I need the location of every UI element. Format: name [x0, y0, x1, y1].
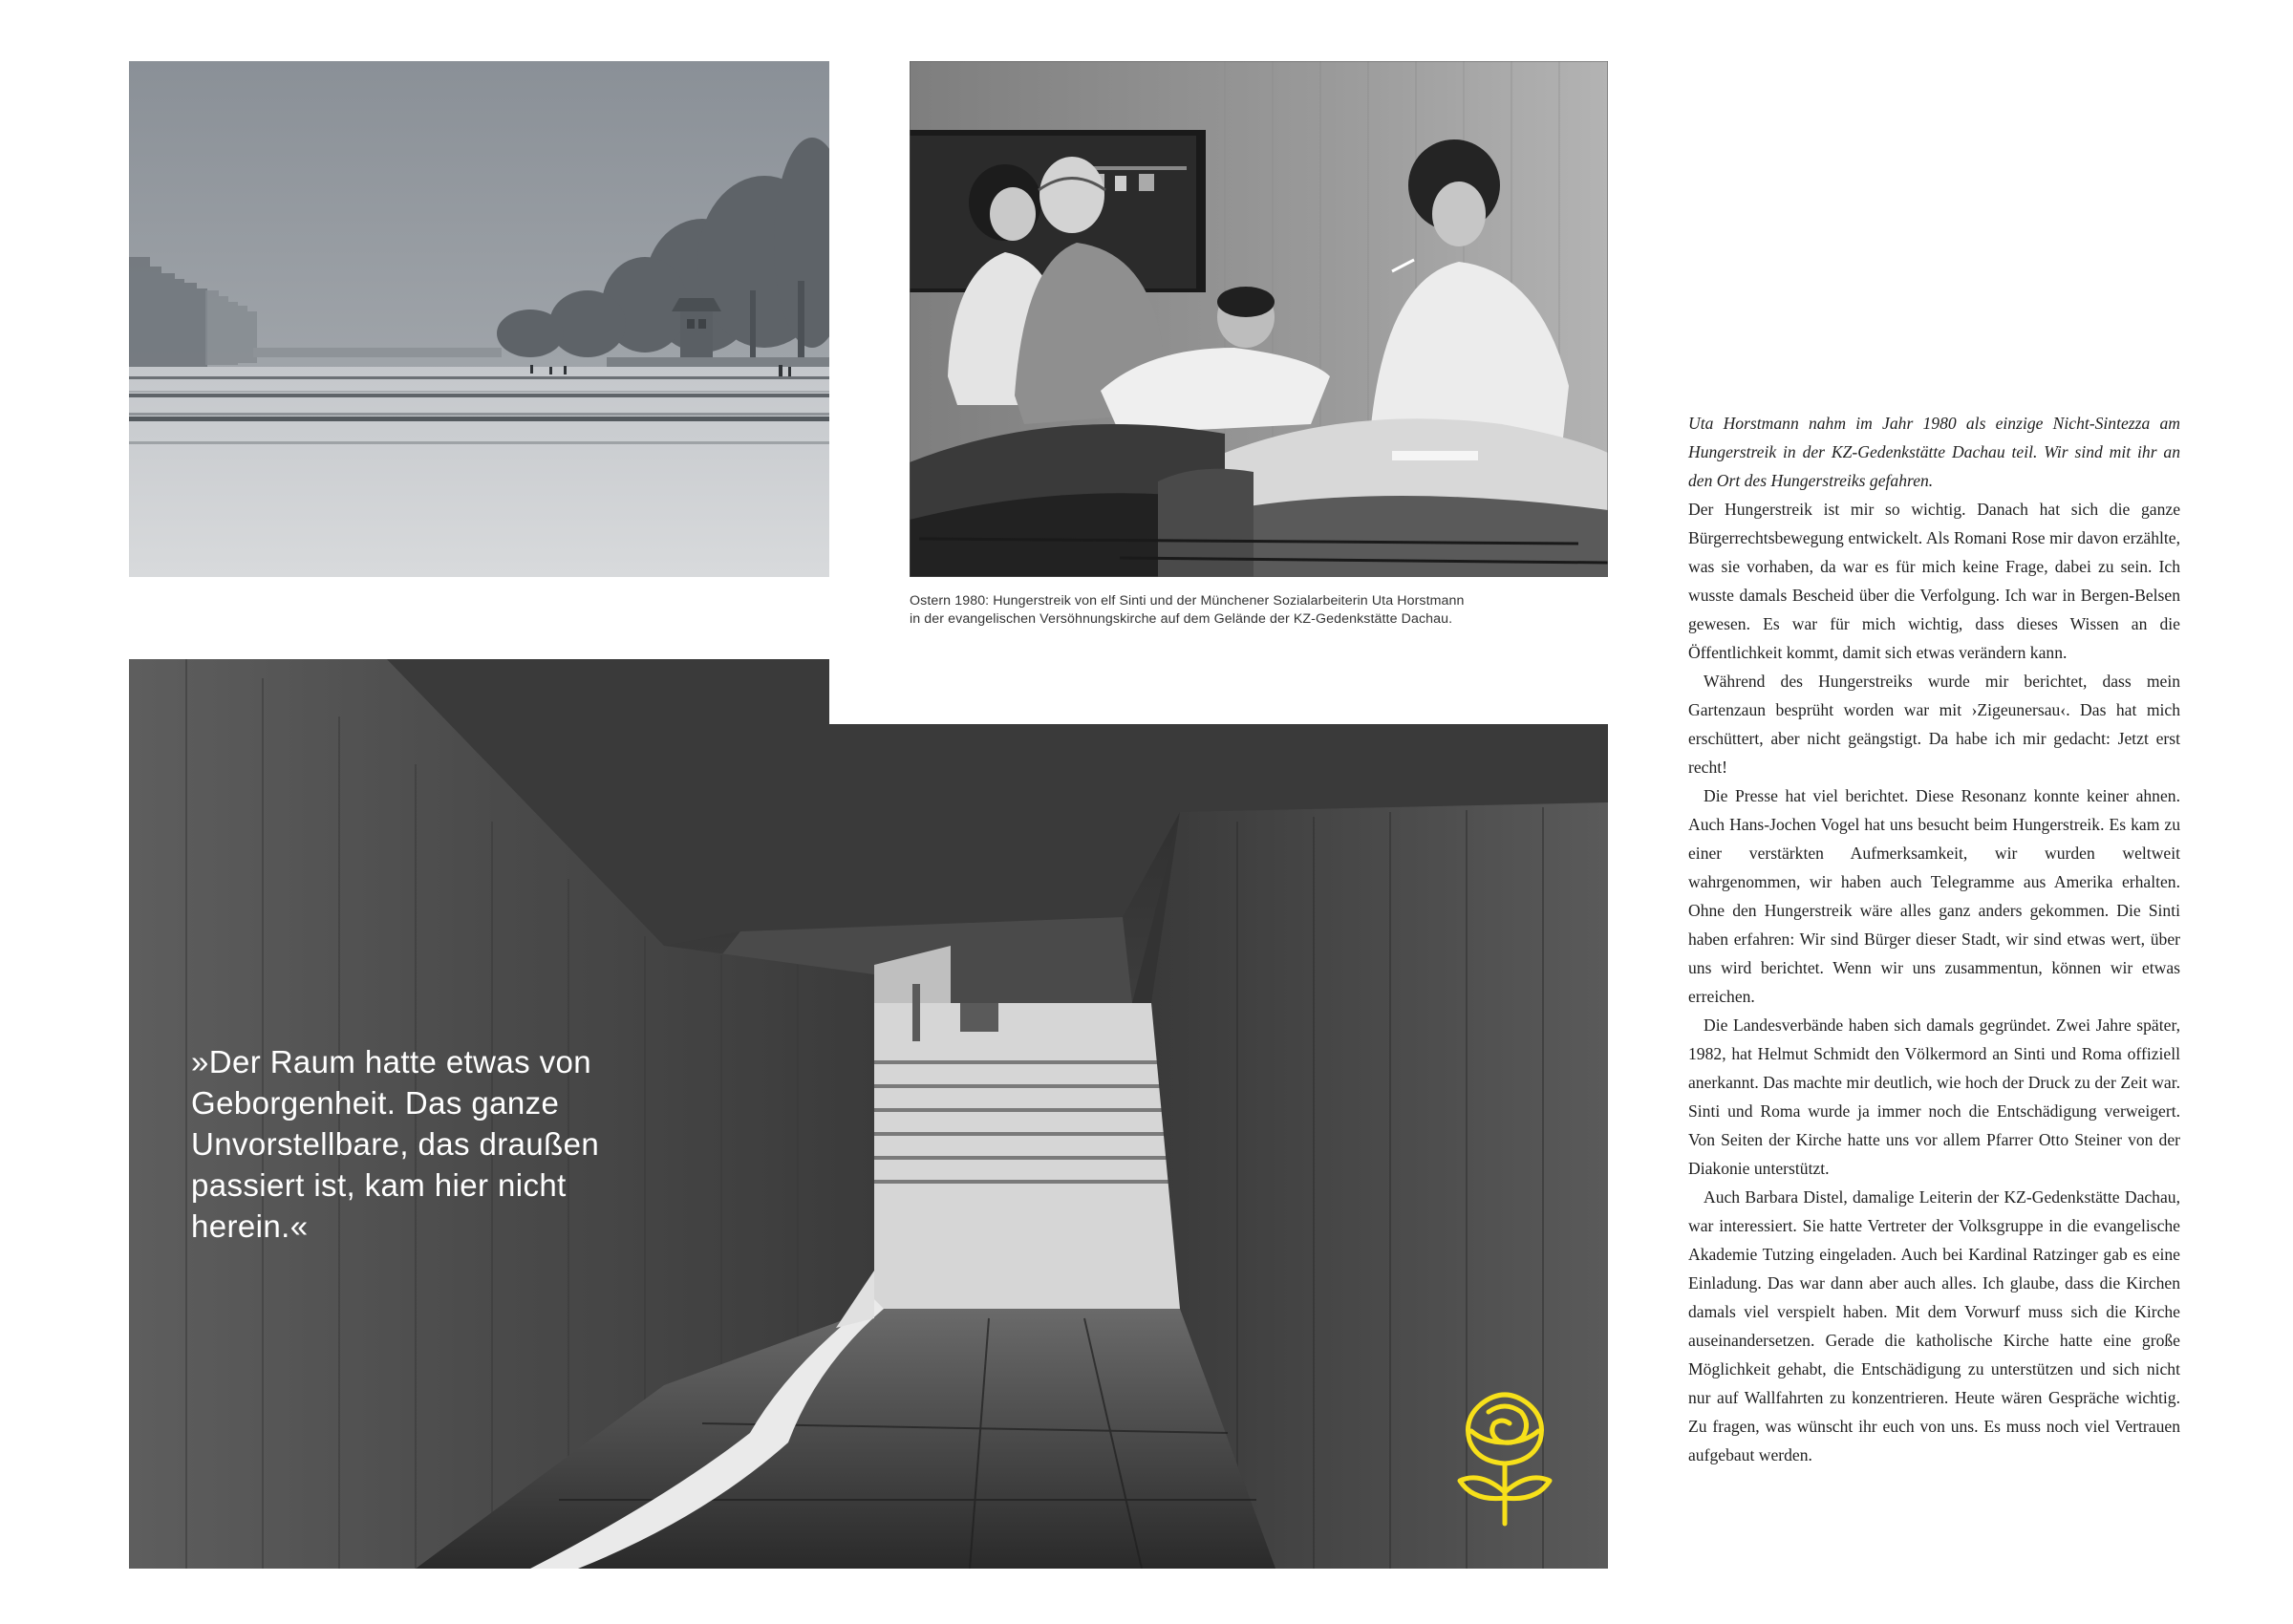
quote-line-4: passiert ist, kam hier nicht: [191, 1167, 567, 1203]
pull-quote: [191, 1041, 726, 1247]
hunger-strike-bw-photo: [910, 61, 1608, 577]
layout-cutout: [829, 659, 1611, 724]
quote-line-3: Unvorstellbare, das draußen: [191, 1126, 600, 1162]
article-paragraph-2: Während des Hungerstreiks wurde mir berichtet, dass mein Gartenzaun besprüht worden war mit ›Zigeunersau‹. Das hat mich erschüttert, aber nicht geängstigt. Da habe ich mir gedacht: Jetzt erst recht!: [1688, 672, 2180, 777]
snowy-memorial-site-photo: [129, 61, 829, 577]
photo-caption: [910, 592, 1617, 629]
quote-line-5: herein.«: [191, 1208, 309, 1244]
article-paragraph-1: Der Hungerstreik ist mir so wichtig. Danach hat sich die ganze Bürgerrechtsbewegung entwickelt. Als Romani Rose mir davon erzählte, was sie vorhaben, da war es für mich keine Frage, dabei zu sein. Ich wusste damals Bescheid über die Verfolgung. Ich war in Bergen-Belsen gewesen. Es war für mich wichtig, dass dieses Wissen an die Öffentlichkeit kommt, damit sich etwas verändern kann.: [1688, 500, 2180, 662]
article-intro: Uta Horstmann nahm im Jahr 1980 als einzige Nicht-Sintezza am Hungerstreik in der KZ-Gedenkstätte Dachau teil. Wir sind mit ihr an den Ort des Hungerstreiks gefahren.: [1688, 414, 2180, 490]
article-paragraph-3: Die Presse hat viel berichtet. Diese Resonanz konnte keiner ahnen. Auch Hans-Jochen Vogel hat uns besucht beim Hungerstreik. Es kam zu einer verstärkten Aufmerksamkeit, wir wurden weltweit wahrgenommen, wir haben auch Telegramme aus Amerika erhalten. Ohne den Hungerstreik wäre alles ganz anders gekommen. Die Sinti haben erfahren: Wir sind Bürger dieser Stadt, wir sind etwas wert, über uns wird berichtet. Wenn wir uns zusammentun, können wir etwas erreichen.: [1688, 786, 2180, 1006]
article-paragraph-4: Die Landesverbände haben sich damals gegründet. Zwei Jahre später, 1982, hat Helmut Schmidt den Völkermord an Sinti und Roma offiziell anerkannt. Das machte mir deutlich, wie hoch der Druck zu der Zeit war. Sinti und Roma wurde ja immer noch die Entschädigung verweigert. Von Seiten der Kirche hatte uns vor allem Pfarrer Otto Steiner von der Diakonie unterstützt.: [1688, 1015, 2180, 1178]
quote-line-2: Geborgenheit. Das ganze: [191, 1085, 560, 1121]
article-column: [1688, 409, 2180, 1469]
article-paragraph-5: Auch Barbara Distel, damalige Leiterin der KZ-Gedenkstätte Dachau, war interessiert. Sie hatte Vertreter der Volksgruppe in die evangelische Akademie Tutzing eingeladen. Auch bei Kardinal Ratzinger gab es eine Einladung. Das war dann aber auch alles. Ich glaube, dass die Kirchen damals viel verspielt haben. Mit dem Vorwurf muss sich die Kirche auseinandersetzen. Gerade die katholische Kirche hatte eine große Möglichkeit gehabt, die Entschädigung zu unterstützen und sich nicht nur auf Wallfahrten zu konzentrieren. Heute wären Gespräche wichtig. Zu fragen, was wünscht ihr euch von uns. Es muss noch viel Vertrauen aufgebaut werden.: [1688, 1187, 2180, 1464]
rose-icon: [1452, 1385, 1557, 1528]
caption-line-2: in der evangelischen Versöhnungskirche auf dem Gelände der KZ-Gedenkstätte Dachau.: [910, 611, 1453, 627]
quote-line-1: »Der Raum hatte etwas von: [191, 1044, 592, 1079]
caption-line-1: Ostern 1980: Hungerstreik von elf Sinti und der Münchener Sozialarbeiterin Uta Horstmann: [910, 593, 1465, 609]
